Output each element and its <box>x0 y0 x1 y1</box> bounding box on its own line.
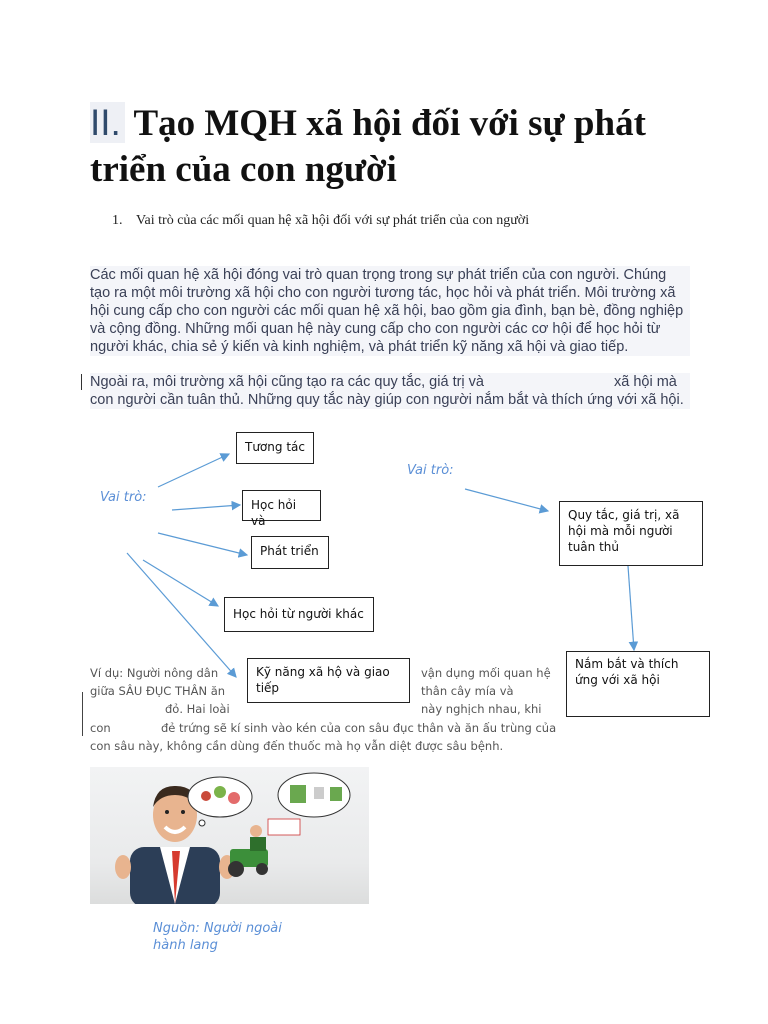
box-learn: Học hỏi và <box>242 490 321 521</box>
arrow-to-interact <box>158 454 229 487</box>
example-line-1-right: vận dụng mối quan hệ <box>421 666 551 680</box>
example-line-2-right: thân cây mía và <box>421 684 514 698</box>
tractor-icon <box>228 819 300 877</box>
section-number: II. <box>90 102 125 143</box>
example-line-5: con sâu này, không cần dùng đến thuốc mà họ vẫn diệt được sâu bệnh. <box>90 739 504 753</box>
example-line-1-left: Ví dụ: Người nông dân <box>90 666 219 680</box>
image-caption: Nguồn: Người ngoài hành lang <box>153 921 282 953</box>
role-label-right: Vai trò: <box>407 463 454 478</box>
box-rules: Quy tắc, giá trị, xã hội mà mỗi người tuân thủ <box>559 501 703 566</box>
box-skills: Kỹ năng xã hộ và giao tiếp <box>247 658 410 703</box>
box-develop: Phát triển <box>251 536 329 569</box>
thought-bubble-right <box>278 773 350 817</box>
thought-bubble-left <box>188 777 252 826</box>
role-label-left: Vai trò: <box>100 490 147 505</box>
body-paragraph-1: Các mối quan hệ xã hội đóng vai trò quan trọng trong sự phát triển của con người. Chúng tạo ra một môi trường xã hội cho con người tương tác, học hỏi và phát triển. Môi trường xã hội cung cấp cho con người các mối quan hệ xã hội, bao gồm gia đình, bạn bè, đồng nghiệp và cộng đồng. Những mối quan hệ này cung cấp cho con người các cơ hội để học hỏi từ người khác, chia sẻ ý kiến và kinh nghiệm, và phát triển kỹ năng xã hội và giao tiếp. <box>90 266 690 356</box>
example-line-4-left: con <box>90 721 111 735</box>
paragraph-2-part-2: xã hội mà con người cần tuân thủ. Những quy tắc này giúp con người nắm bắt và thích ứng với xã hội. <box>90 374 684 408</box>
margin-change-bar <box>82 692 83 736</box>
list-item-number: 1. <box>112 213 123 228</box>
section-title: Tạo MQH xã hội đối với sự phát triển của con người <box>90 103 646 190</box>
arrow-to-learn-others <box>143 560 218 606</box>
businessman-farmer-illustration <box>90 767 369 904</box>
arrow-to-rules <box>465 489 548 511</box>
example-line-2-left: giữa SÂU ĐỤC THÂN ăn <box>90 684 226 698</box>
list-item-text: Vai trò của các mối quan hệ xã hội đối với sự phát triển của con người <box>136 213 530 228</box>
paragraph-2-part-1: Ngoài ra, môi trường xã hội cũng tạo ra các quy tắc, giá trị và <box>90 374 484 390</box>
illustration-image <box>90 767 369 904</box>
example-line-3-left: đỏ. Hai loài <box>165 702 230 716</box>
arrow-to-adapt <box>628 566 634 650</box>
arrow-to-learn <box>172 505 240 510</box>
box-learn-others: Học hỏi từ người khác <box>224 597 374 632</box>
example-line-3-right: này nghịch nhau, khi <box>421 702 542 716</box>
example-line-4-right: đẻ trứng sẽ kí sinh vào kén của con sâu đục thân và ăn ấu trùng của <box>161 721 557 735</box>
arrow-to-skills <box>127 553 236 677</box>
arrow-to-develop <box>158 533 247 555</box>
box-interact: Tương tác <box>236 432 314 464</box>
box-adapt: Nắm bắt và thích ứng với xã hội <box>566 651 710 717</box>
